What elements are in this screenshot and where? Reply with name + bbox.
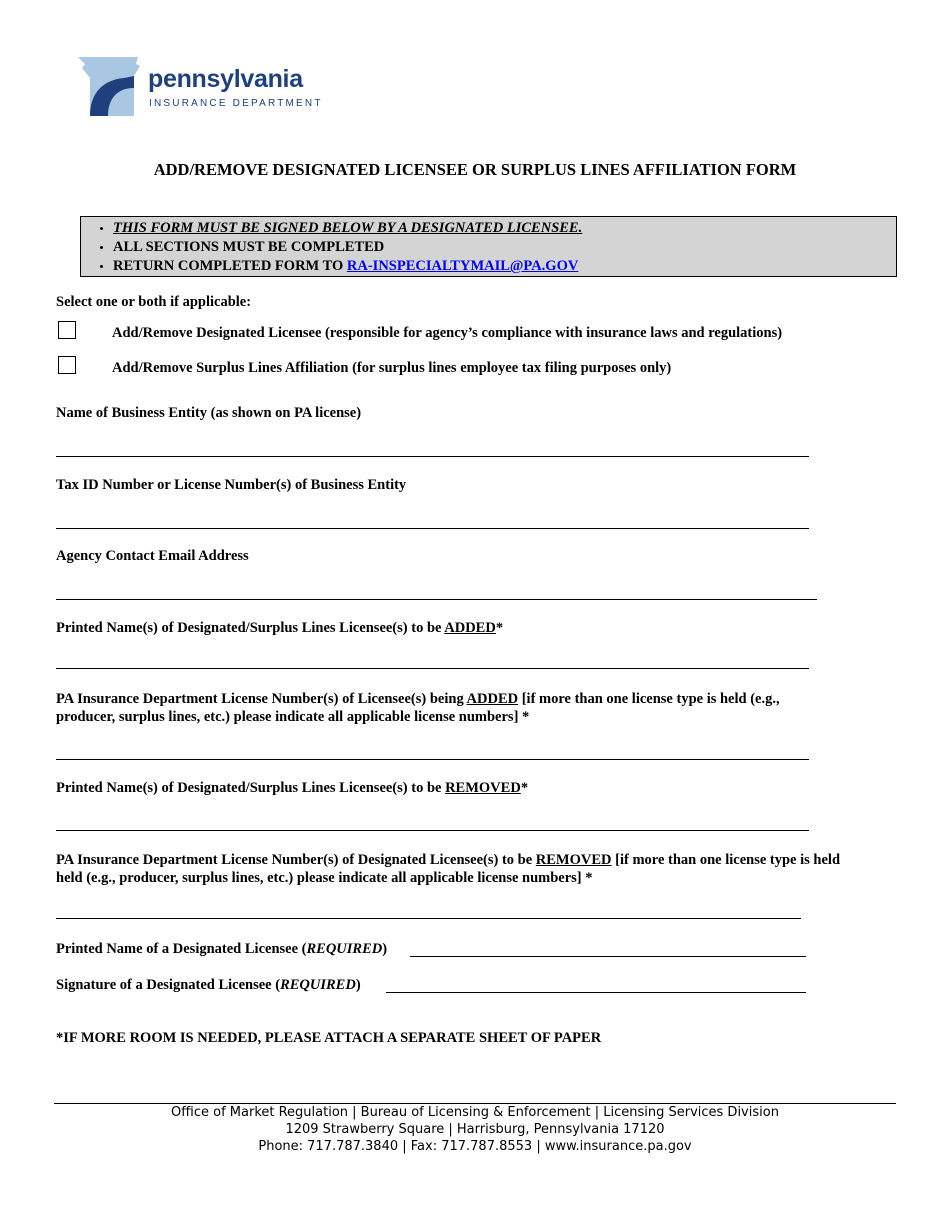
email-link[interactable]: RA-INSPECIALTYMAIL@PA.GOV [346, 258, 579, 274]
signature-label: Signature of a Designated Licensee (REQUIRED) [56, 977, 361, 993]
designated-licensee-checkbox[interactable] [58, 321, 76, 339]
notice-box [80, 216, 897, 277]
select-label: Select one or both if applicable: [56, 294, 252, 310]
removed-license-label-line2: held (e.g., producer, surplus lines, etc.) please indicate all applicable license numbers] * [56, 870, 593, 886]
printed-name-label: Printed Name of a Designated Licensee (REQUIRED) [56, 941, 388, 957]
surplus-lines-checkbox[interactable] [58, 356, 76, 374]
tax-id-field[interactable] [56, 528, 809, 529]
email-field[interactable] [56, 599, 817, 600]
notice-item-complete: • ALL SECTIONS MUST BE COMPLETED [113, 238, 896, 257]
pa-insurance-logo [76, 54, 336, 120]
designated-licensee-option-label: Add/Remove Designated Licensee (responsible for agency’s compliance with insurance laws and regulations) [112, 325, 783, 341]
logo-subtitle: INSURANCE DEPARTMENT [149, 98, 323, 109]
more-room-note: *IF MORE ROOM IS NEEDED, PLEASE ATTACH A SEPARATE SHEET OF PAPER [56, 1030, 602, 1046]
removed-license-label-line1: PA Insurance Department License Number(s) of Designated Licensee(s) to be REMOVED [if more than one license type is held [56, 852, 841, 868]
footer-address: 1209 Strawberry Square | Harrisburg, Pennsylvania 17120 [285, 1122, 665, 1137]
removed-names-field[interactable] [56, 830, 809, 831]
business-name-field[interactable] [56, 456, 809, 457]
removed-names-label: Printed Name(s) of Designated/Surplus Lines Licensee(s) to be REMOVED* [56, 780, 529, 796]
added-names-field[interactable] [56, 668, 809, 669]
surplus-lines-option-label: Add/Remove Surplus Lines Affiliation (for surplus lines employee tax filing purposes only) [112, 360, 672, 376]
business-name-label: Name of Business Entity (as shown on PA license) [56, 405, 362, 421]
signature-field[interactable] [386, 992, 806, 993]
added-license-field[interactable] [56, 759, 809, 760]
added-license-label-line1: PA Insurance Department License Number(s) of Licensee(s) being ADDED [if more than one license type is held (e.g., [56, 691, 780, 707]
removed-license-field[interactable] [56, 918, 801, 919]
form-title: ADD/REMOVE DESIGNATED LICENSEE OR SURPLUS LINES AFFILIATION FORM [153, 160, 797, 179]
notice-item-sign: • THIS FORM MUST BE SIGNED BELOW BY A DESIGNATED LICENSEE. [113, 219, 896, 238]
email-label: Agency Contact Email Address [56, 548, 249, 564]
notice-item-return: • RETURN COMPLETED FORM TO RA-INSPECIALTYMAIL@PA.GOV [113, 257, 896, 276]
logo-wordmark: pennsylvania [148, 65, 303, 93]
added-names-label: Printed Name(s) of Designated/Surplus Lines Licensee(s) to be ADDED* [56, 620, 504, 636]
tax-id-label: Tax ID Number or License Number(s) of Business Entity [56, 477, 407, 493]
keystone-icon [76, 54, 142, 120]
footer-contact: Phone: 717.787.3840 | Fax: 717.787.8553 | www.insurance.pa.gov [258, 1139, 692, 1154]
footer-office: Office of Market Regulation | Bureau of Licensing & Enforcement | Licensing Services Division [171, 1105, 779, 1120]
added-license-label-line2: producer, surplus lines, etc.) please indicate all applicable license numbers] * [56, 709, 530, 725]
printed-name-field[interactable] [410, 956, 806, 957]
